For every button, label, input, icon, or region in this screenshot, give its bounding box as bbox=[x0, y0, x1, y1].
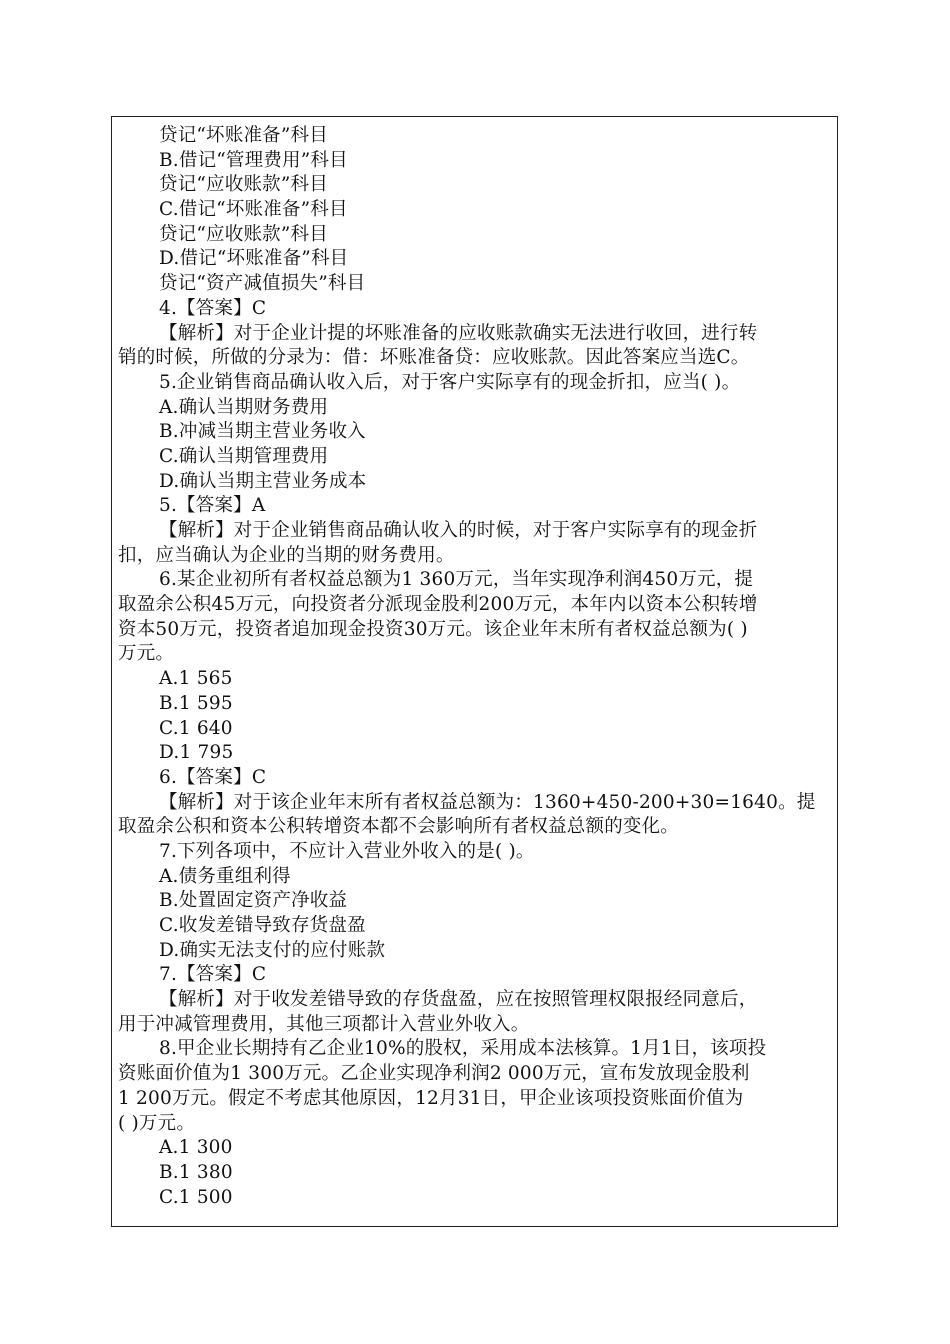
text-line: 【解析】对于该企业年末所有者权益总额为：1360+450-200+30=1640。提 bbox=[159, 791, 816, 813]
text-line: 贷记“应收账款”科目 bbox=[159, 223, 328, 245]
text-line: A.1 565 bbox=[159, 668, 233, 690]
text-line: 5.【答案】A bbox=[159, 495, 266, 517]
text-line: 贷记“应收账款”科目 bbox=[159, 174, 328, 196]
text-line: 销的时候，所做的分录为：借：坏账准备贷：应收账款。因此答案应当选C。 bbox=[118, 347, 750, 369]
text-line: 取盈余公积45万元，向投资者分派现金股利200万元，本年内以资本公积转增 bbox=[118, 594, 758, 616]
text-line: 6.【答案】C bbox=[159, 766, 267, 788]
text-line: C.1 500 bbox=[159, 1186, 233, 1208]
text-line: D.确实无法支付的应付账款 bbox=[159, 939, 386, 961]
text-line: 用于冲减管理费用，其他三项都计入营业外收入。 bbox=[118, 1013, 530, 1035]
text-line: 贷记“资产减值损失”科目 bbox=[159, 273, 366, 295]
text-line: D.借记“坏账准备”科目 bbox=[159, 248, 349, 270]
text-line: 贷记“坏账准备”科目 bbox=[159, 125, 328, 146]
text-line: A.确认当期财务费用 bbox=[159, 396, 329, 418]
text-line: 资账面价值为1 300万元。乙企业实现净利润2 000万元，宣布发放现金股利 bbox=[118, 1063, 750, 1085]
text-line: 扣，应当确认为企业的当期的财务费用。 bbox=[118, 544, 455, 566]
text-line: 4.【答案】C bbox=[159, 297, 267, 319]
text-line: ( )万元。 bbox=[118, 1112, 196, 1134]
text-line: 1 200万元。假定不考虑其他原因，12月31日，甲企业该项投资账面价值为 bbox=[118, 1087, 744, 1109]
document-body bbox=[118, 124, 830, 1210]
text-line: B.借记“管理费用”科目 bbox=[159, 149, 348, 171]
text-line: B.1 380 bbox=[159, 1161, 233, 1183]
text-line: A.债务重组利得 bbox=[159, 865, 291, 887]
text-line: 【解析】对于收发差错导致的存货盘盈，应在按照管理权限报经同意后， bbox=[159, 989, 758, 1011]
text-line: C.确认当期管理费用 bbox=[159, 445, 329, 467]
text-line: 6.某企业初所有者权益总额为1 360万元，当年实现净利润450万元，提 bbox=[159, 569, 754, 591]
text-line: D.确认当期主营业务成本 bbox=[159, 470, 367, 492]
text-line: 万元。 bbox=[118, 643, 175, 665]
text-line: C.借记“坏账准备”科目 bbox=[159, 199, 348, 221]
text-line: 5.企业销售商品确认收入后，对于客户实际享有的现金折扣，应当( )。 bbox=[159, 371, 741, 393]
text-line: C.1 640 bbox=[159, 717, 233, 739]
text-line: 【解析】对于企业销售商品确认收入的时候，对于客户实际享有的现金折 bbox=[159, 520, 758, 541]
text-line: 【解析】对于企业计提的坏账准备的应收账款确实无法进行收回，进行转 bbox=[159, 322, 758, 344]
text-line: C.收发差错导致存货盘盈 bbox=[159, 915, 366, 936]
text-line: B.处置固定资产净收益 bbox=[159, 890, 348, 912]
text-line: 7.下列各项中，不应计入营业外收入的是( )。 bbox=[159, 840, 535, 862]
text-line: B.1 595 bbox=[159, 692, 233, 714]
text-line: B.冲减当期主营业务收入 bbox=[159, 421, 366, 443]
text-line: 8.甲企业长期持有乙企业10%的股权，采用成本法核算。1月1日，该项投 bbox=[159, 1038, 767, 1060]
text-line: 7.【答案】C bbox=[159, 964, 267, 986]
text-line: 资本50万元，投资者追加现金投资30万元。该企业年末所有者权益总额为( ) bbox=[118, 618, 748, 640]
text-line: 取盈余公积和资本公积转增资本都不会影响所有者权益总额的变化。 bbox=[118, 816, 680, 838]
text-line: D.1 795 bbox=[159, 742, 234, 764]
text-line: A.1 300 bbox=[159, 1137, 233, 1159]
